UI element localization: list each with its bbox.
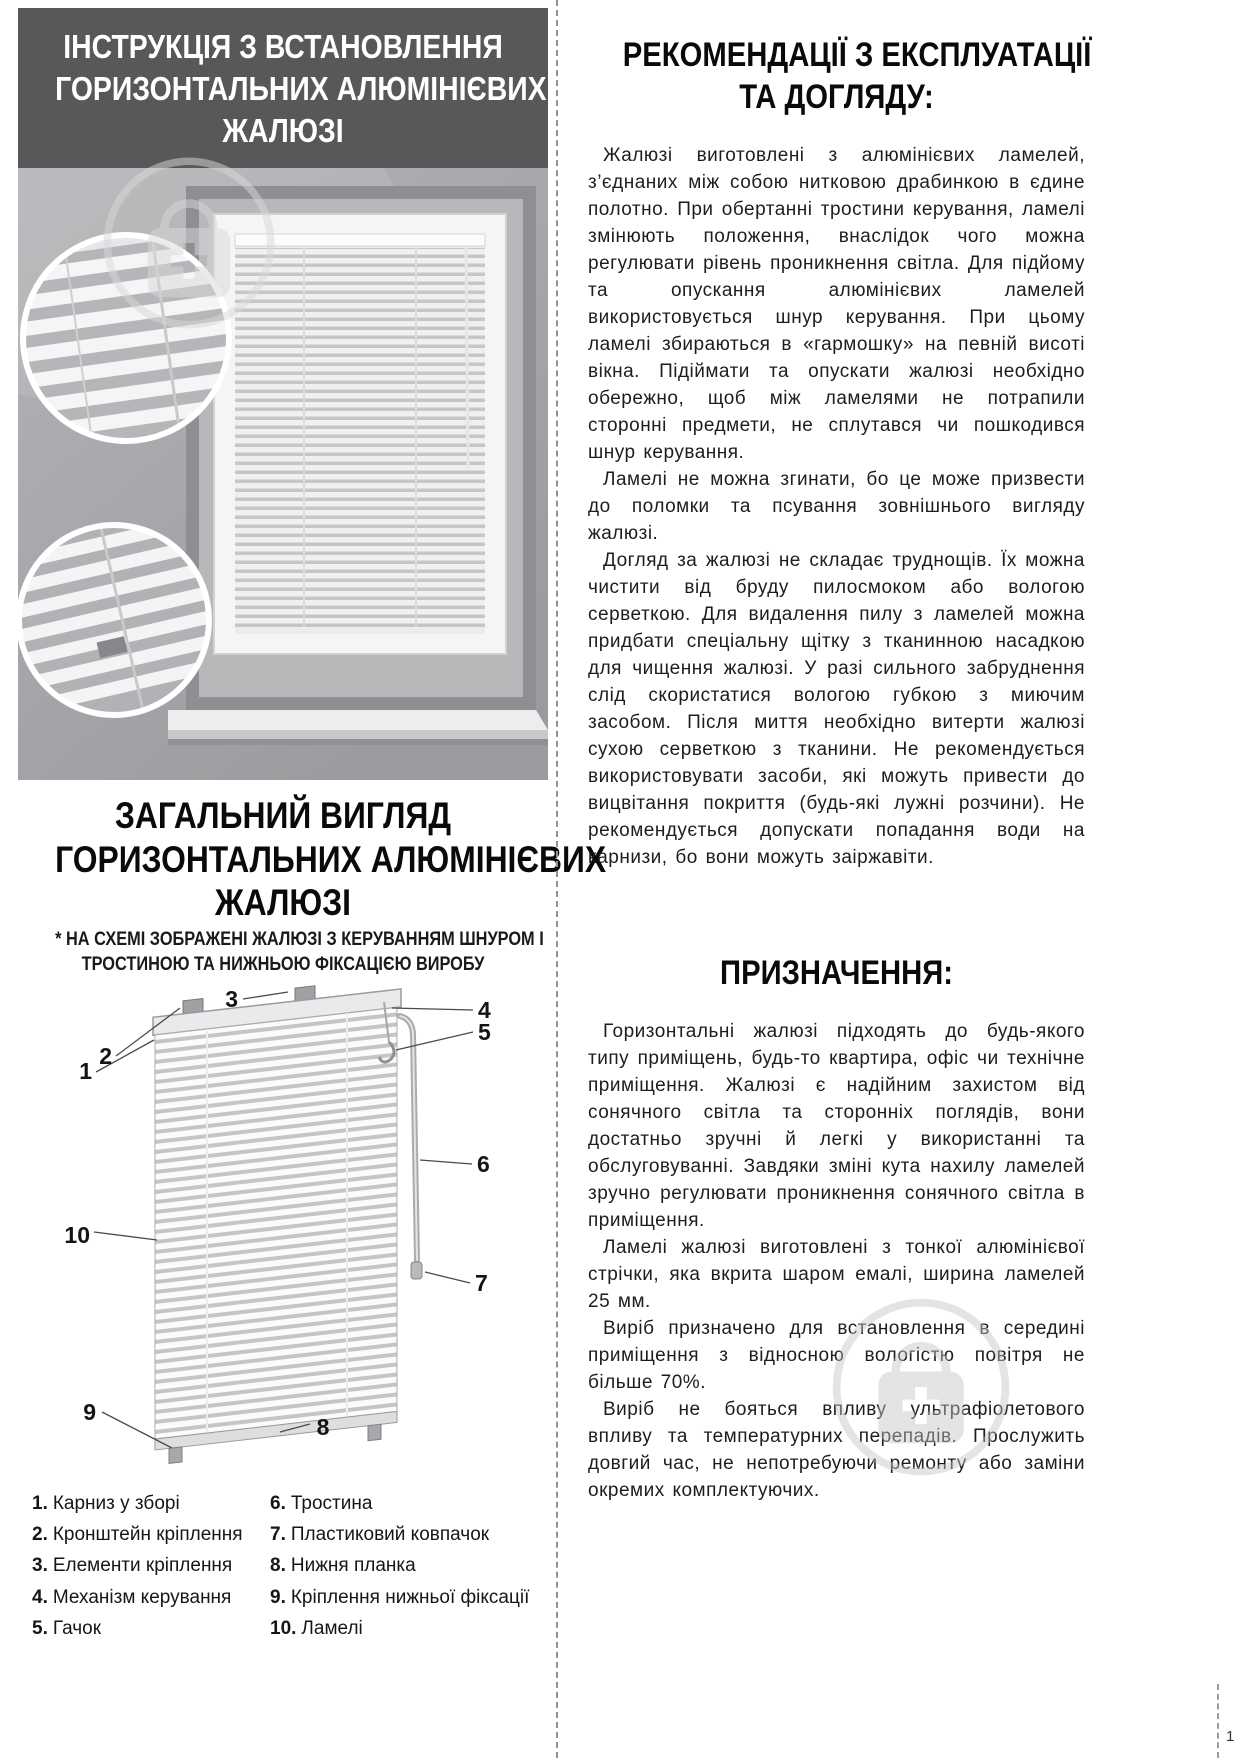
legend-label: Тростина	[290, 1493, 373, 1514]
header-title-line: ЖАЛЮЗІ	[222, 112, 344, 150]
diagram-callout-5: 5	[478, 1019, 491, 1045]
legend-label: Нижня планка	[290, 1555, 416, 1577]
corner-fold-mark	[1217, 1684, 1219, 1758]
legend-item	[32, 1492, 270, 1515]
legend-number: 9.	[270, 1586, 286, 1608]
overview-title-line: ЖАЛЮЗІ	[214, 882, 352, 924]
legend-item	[32, 1523, 270, 1546]
care-paragraph: Ламелі не можна згинати, бо це може призвести до поломки та псування зовнішнього вигляду жалюзі.	[588, 469, 1085, 545]
legend-label: Ламелі	[301, 1617, 363, 1639]
purpose-title-line: ПРИЗНАЧЕННЯ:	[720, 954, 953, 992]
diagram-callout-1: 1	[79, 1058, 92, 1084]
overview-title-line: ГОРИЗОНТАЛЬНИХ АЛЮМІНІЄВИХ	[55, 838, 607, 880]
legend-item	[270, 1492, 548, 1515]
window-sill	[168, 710, 548, 730]
legend-number: 7.	[270, 1524, 286, 1546]
legend-number: 6.	[270, 1493, 286, 1514]
diagram-callout-4: 4	[478, 997, 491, 1023]
diagram-callout-3: 3	[225, 986, 238, 1012]
page-number: 1	[1226, 1728, 1235, 1745]
legend-number: 8.	[270, 1555, 286, 1577]
legend-number: 3.	[32, 1555, 48, 1577]
diagram-callout-9: 9	[83, 1399, 96, 1425]
scheme-note-line: * НА СХЕМІ ЗОБРАЖЕНІ ЖАЛЮЗІ З КЕРУВАННЯМ ШНУРОМ І	[55, 929, 544, 950]
purpose-paragraph: Горизонтальні жалюзі підходять до будь-якого типу приміщень, будь-то квартира, офіс чи технічне приміщення. Жалюзі є надійним захистом від сонячного світла та сторонніх поглядів, вони достатньо зручні й легкі у використанні та обслуговуванні. Завдяки зміні кута нахилу ламелей зручно регулювати проникнення сонячного світла в приміщення.	[588, 1021, 1085, 1232]
legend-label: Карниз у зборі	[52, 1493, 180, 1514]
purpose-body	[588, 1018, 1085, 1504]
care-title	[588, 34, 1092, 118]
header-title-line: ГОРИЗОНТАЛЬНИХ АЛЮМІНІЄВИХ	[55, 69, 547, 107]
diagram-callout-2: 2	[99, 1043, 112, 1069]
purpose-paragraph: Виріб призначено для встановлення в середині приміщення з відносною вологістю повітря не більше 70%.	[588, 1318, 1085, 1394]
legend-number: 5.	[32, 1617, 48, 1639]
care-body	[588, 142, 1085, 871]
legend-label: Пластиковий ковпачок	[290, 1524, 490, 1546]
overview-title	[18, 794, 607, 925]
legend-number: 1.	[32, 1493, 48, 1514]
care-paragraph: Догляд за жалюзі не складає труднощів. Їх можна чистити від бруду пилосмоком або вологою серветкою. Для видалення пилу з ламелей можна придбати спеціальну щітку з тканинною насадкою для чищення жалюзі. У разі сильного забруднення слід скористатися вологою губкою з миючим засобом. Після миття необхідно витерти жалюзі сухою серветкою з тканини. Не рекомендується використовувати засоби, які можуть привести до вицвітання покриття (будь-які лужні розчини). Не рекомендується допускати попадання води на карнизи, бо вони можуть заіржавіти.	[588, 550, 1085, 869]
legend-column-1	[32, 1492, 270, 1648]
diagram-legend	[32, 1492, 548, 1648]
legend-item	[32, 1586, 270, 1609]
diagram-callout-6: 6	[477, 1151, 490, 1177]
legend-item	[32, 1554, 270, 1577]
slats	[155, 1007, 397, 1439]
legend-number: 10.	[270, 1617, 297, 1639]
legend-item	[270, 1554, 548, 1577]
legend-item	[270, 1523, 548, 1546]
bottom-fixation-icon	[368, 1424, 381, 1440]
bottom-fixation-icon	[169, 1447, 182, 1463]
care-title-line: РЕКОМЕНДАЦІЇ З ЕКСПЛУАТАЦІЇ	[622, 36, 1092, 74]
overview-title-line: ЗАГАЛЬНИЙ ВИГЛЯД	[114, 795, 452, 836]
purpose-section	[588, 952, 1085, 1504]
scheme-note-line: ТРОСТИНОЮ ТА НИЖНЬОЮ ФІКСАЦІЄЮ ВИРОБУ	[81, 953, 485, 975]
legend-number: 4.	[32, 1586, 48, 1608]
scheme-note	[18, 928, 548, 977]
care-title-line: ТА ДОГЛЯДУ:	[739, 78, 934, 117]
wand-cap-icon	[411, 1262, 422, 1279]
diagram-callout-10: 10	[64, 1222, 90, 1248]
header-title-line: ІНСТРУКЦІЯ З ВСТАНОВЛЕННЯ	[63, 27, 503, 65]
blinds-body	[153, 980, 401, 1465]
legend-item	[32, 1617, 270, 1640]
control-cord	[466, 248, 468, 468]
column-separator	[556, 0, 558, 1758]
care-section	[588, 34, 1092, 871]
diagram-callout-7: 7	[475, 1270, 488, 1296]
legend-label: Кронштейн кріплення	[52, 1524, 243, 1546]
legend-number: 2.	[32, 1524, 48, 1546]
legend-column-2	[270, 1492, 548, 1648]
instruction-header	[18, 8, 548, 170]
blinds-slats	[235, 248, 485, 628]
blinds-headrail	[235, 234, 485, 246]
legend-item	[270, 1617, 548, 1640]
purpose-paragraph: Виріб не бояться впливу ультрафіолетового впливу та температурних перепадів. Прослужить довгий час, не непотребуючи ремонту або заміни окремих комплектуючих.	[588, 1399, 1085, 1502]
legend-label: Елементи кріплення	[52, 1555, 233, 1577]
purpose-paragraph: Ламелі жалюзі виготовлені з тонкої алюмінієвої стрічки, яка вкрита шаром емалі, ширина ламелей 25 мм.	[588, 1237, 1085, 1313]
legend-label: Кріплення нижньої фіксації	[290, 1586, 530, 1608]
purpose-title	[588, 952, 1085, 994]
window-blinds-illustration	[18, 168, 548, 780]
legend-item	[270, 1586, 548, 1609]
care-paragraph: Жалюзі виготовлені з алюмінієвих ламелей, з’єднаних між собою нитковою драбинкою в єдине полотно. При обертанні тростини керування, ламелі змінюють положення, внаслідок чого можна регулювати рівень проникнення світла. Для підйому та опускання алюмінієвих ламелей використовується шнур керування. При цьому ламелі збираються в «гармошку» на певній висоті вікна. Підіймати та опускати жалюзі необхідно обережно, щоб між ламелями не потрапили сторонні предмети, не сплутався чи пошкодився шнур керування.	[588, 145, 1085, 464]
diagram-callout-8: 8	[316, 1414, 330, 1440]
legend-label: Механізм керування	[52, 1586, 232, 1608]
legend-label: Гачок	[52, 1617, 102, 1639]
blinds-diagram	[30, 980, 540, 1485]
